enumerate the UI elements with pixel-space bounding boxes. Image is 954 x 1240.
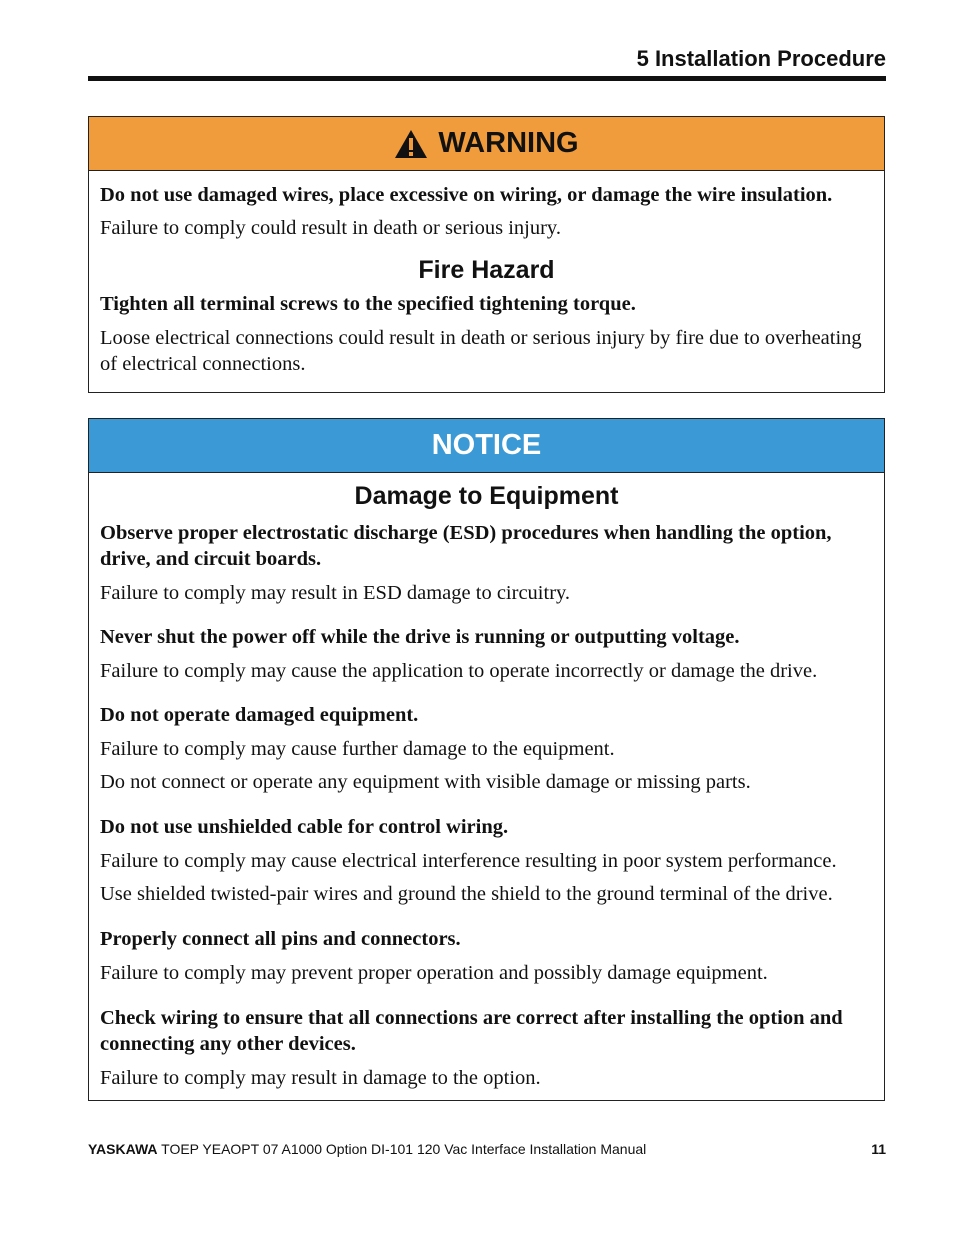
- notice-body: [89, 473, 884, 1091]
- notice-item-bold: Check wiring to ensure that all connections are correct after installing the option and connecting any other devices.: [100, 1007, 843, 1055]
- page-footer: [88, 1141, 886, 1163]
- notice-item-bold: Never shut the power off while the drive is running or outputting voltage.: [100, 626, 740, 648]
- notice-item-bold: Do not use unshielded cable for control wiring.: [100, 816, 509, 838]
- page-number: 11: [871, 1141, 886, 1157]
- damage-subheading: Damage to Equipment: [354, 482, 619, 510]
- notice-item-bold: Observe proper electrostatic discharge (ESD) procedures when handling the option, drive, and circuit boards.: [100, 522, 832, 570]
- notice-header: [89, 419, 884, 473]
- notice-item-text: Use shielded twisted-pair wires and ground the shield to the ground terminal of the drive.: [100, 883, 833, 905]
- warning-triangle-icon: [394, 129, 428, 159]
- fire-hazard-bold-text: Tighten all terminal screws to the specified tightening torque.: [100, 293, 636, 315]
- warning-box: [88, 116, 885, 393]
- section-title: 5 Installation Procedure: [636, 46, 886, 71]
- footer-manual-title: [88, 1141, 646, 1157]
- notice-box: [88, 418, 885, 1101]
- notice-item-text: Failure to comply may prevent proper operation and possibly damage equipment.: [100, 962, 768, 984]
- warning-consequence-text: Failure to comply could result in death or serious injury.: [100, 217, 561, 239]
- notice-item-text: Do not connect or operate any equipment with visible damage or missing parts.: [100, 771, 751, 793]
- notice-item-text: Failure to comply may cause the application to operate incorrectly or damage the drive.: [100, 660, 818, 682]
- fire-hazard-subheading: Fire Hazard: [418, 256, 555, 284]
- warning-title: WARNING: [438, 127, 579, 159]
- notice-item-bold: Properly connect all pins and connectors.: [100, 928, 461, 950]
- section-header: [88, 44, 886, 82]
- footer-title-text: TOEP YEAOPT 07 A1000 Option DI-101 120 Vac Interface Installation Manual: [157, 1141, 647, 1157]
- notice-item-text: Failure to comply may result in ESD damage to circuitry.: [100, 582, 571, 604]
- warning-header: [89, 117, 884, 171]
- fire-hazard-consequence-text: Loose electrical connections could result in death or serious injury by fire due to overheating of electrical connections.: [100, 327, 862, 375]
- notice-item-text: Failure to comply may cause further damage to the equipment.: [100, 738, 615, 760]
- section-rule: [88, 76, 886, 81]
- notice-item-text: Failure to comply may cause electrical interference resulting in poor system performance.: [100, 850, 837, 872]
- notice-item-bold: Do not operate damaged equipment.: [100, 704, 419, 726]
- notice-title: NOTICE: [431, 429, 542, 461]
- footer-brand: YASKAWA: [88, 1141, 158, 1157]
- notice-item-text: Failure to comply may result in damage to the option.: [100, 1067, 541, 1089]
- warning-bold-text: Do not use damaged wires, place excessive on wiring, or damage the wire insulation.: [100, 184, 833, 206]
- warning-body: [89, 171, 884, 377]
